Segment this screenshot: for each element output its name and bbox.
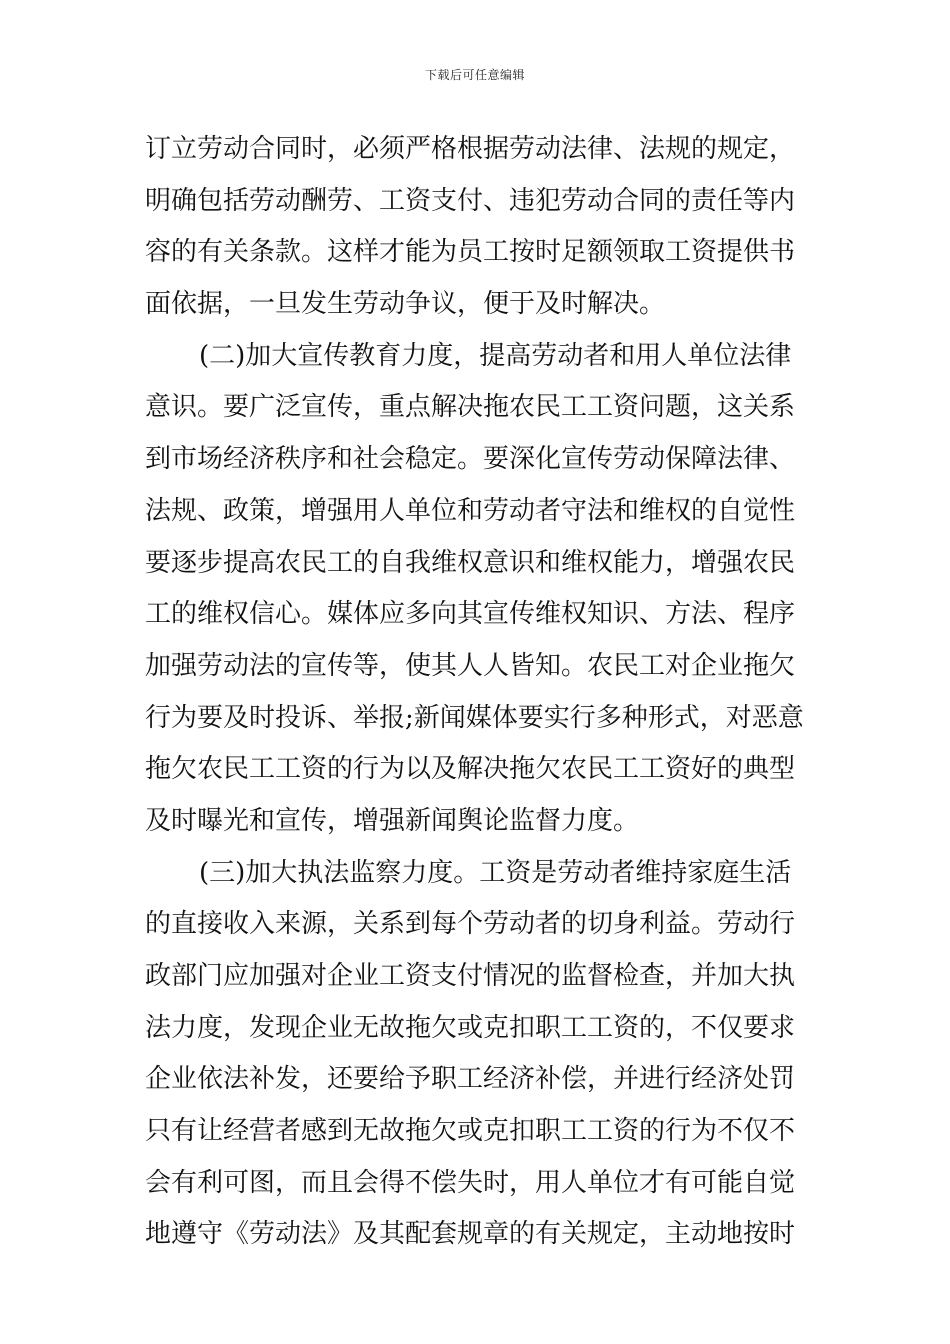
- text-line: 法规、政策，增强用人单位和劳动者守法和维权的自觉性: [145, 495, 796, 526]
- text-line: 明确包括劳动酬劳、工资支付、违犯劳动合同的责任等内: [145, 185, 796, 216]
- text-line: 法力度，发现企业无故拖欠或克扣职工工资的，不仅要求: [145, 1012, 796, 1043]
- text-line: 会有利可图，而且会得不偿失时，用人单位才有可能自觉: [145, 1167, 796, 1198]
- text-line: 意识。要广泛宣传，重点解决拖农民工工资问题，这关系: [145, 392, 796, 423]
- text-line: 容的有关条款。这样才能为员工按时足额领取工资提供书: [145, 237, 796, 268]
- document-body: [145, 124, 805, 1261]
- text-line: 企业依法补发，还要给予职工经济补偿，并进行经济处罚: [145, 1064, 796, 1095]
- text-line: 订立劳动合同时，必须严格根据劳动法律、法规的规定，: [145, 134, 796, 164]
- text-line: 到市场经济秩序和社会稳定。要深化宣传劳动保障法律、: [145, 444, 796, 475]
- text-line: 行为要及时投诉、举报;新闻媒体要实行多种形式，对恶意: [145, 702, 804, 733]
- text-line: 的直接收入来源，关系到每个劳动者的切身利益。劳动行: [145, 909, 796, 940]
- text-line: 政部门应加强对企业工资支付情况的监督检查，并加大执: [145, 961, 796, 991]
- paragraph-start-line: (三)加大执法监察力度。工资是劳动者维持家庭生活: [199, 857, 792, 888]
- text-line: 加强劳动法的宣传等，使其人人皆知。农民工对企业拖欠: [145, 650, 796, 681]
- text-line: 面依据，一旦发生劳动争议，便于及时解决。: [145, 289, 666, 320]
- text-line: 及时曝光和宣传，增强新闻舆论监督力度。: [145, 805, 640, 836]
- text-line: 拖欠农民工工资的行为以及解决拖欠农民工工资好的典型: [145, 754, 796, 785]
- text-line: 工的维权信心。媒体应多向其宣传维权知识、方法、程序: [145, 599, 796, 630]
- paragraph-start-line: (二)加大宣传教育力度，提高劳动者和用人单位法律: [199, 340, 792, 371]
- text-line: 要逐步提高农民工的自我维权意识和维权能力，增强农民: [145, 547, 796, 578]
- header-note: 下载后可任意编辑: [424, 68, 525, 82]
- text-line: 地遵守《劳动法》及其配套规章的有关规定，主动地按时: [145, 1219, 796, 1250]
- text-line: 只有让经营者感到无故拖欠或克扣职工工资的行为不仅不: [145, 1116, 796, 1147]
